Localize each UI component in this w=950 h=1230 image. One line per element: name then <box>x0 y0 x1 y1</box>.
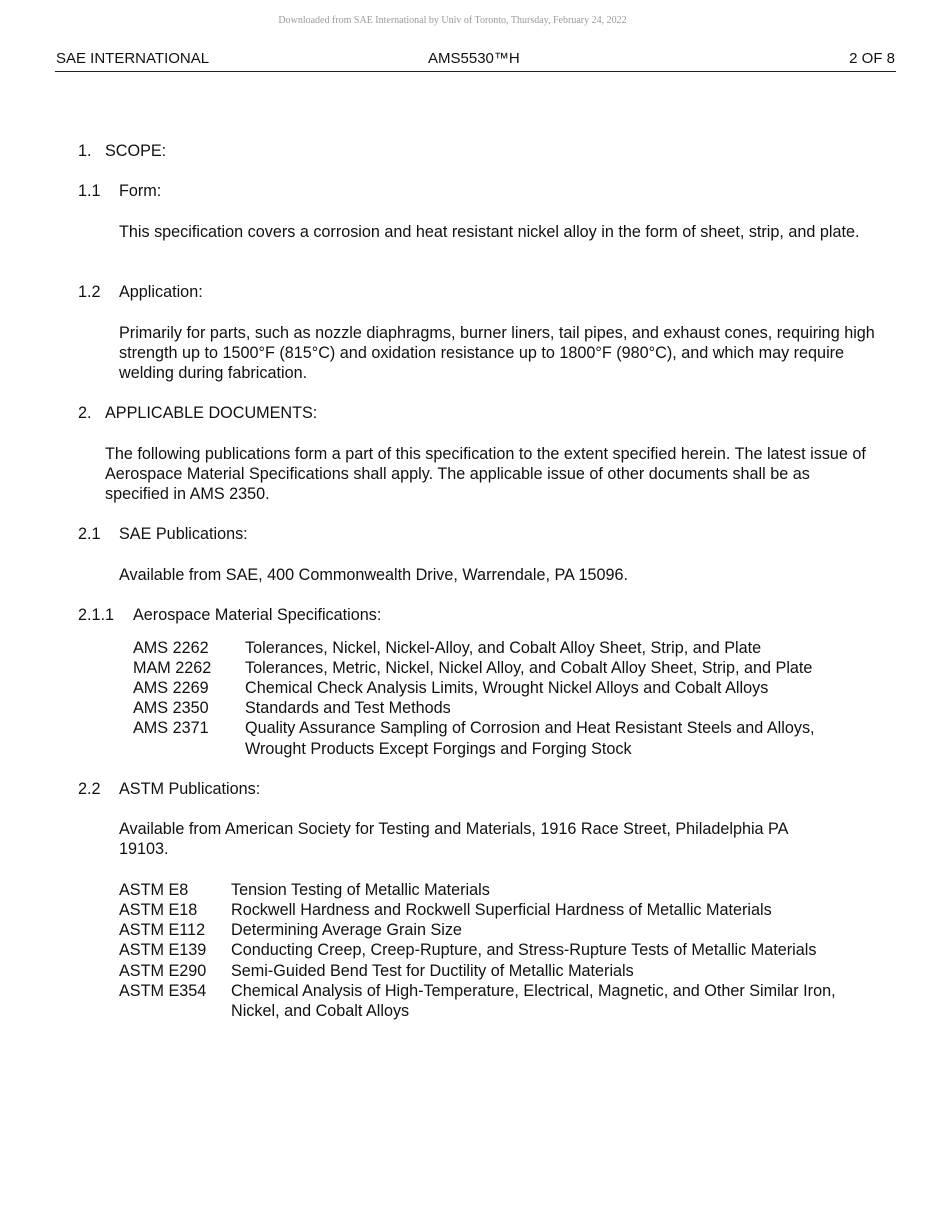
section-number: 1. <box>78 142 92 160</box>
page-header <box>55 49 896 72</box>
reference-title: Quality Assurance Sampling of Corrosion and Heat Resistant Steels and Alloys, <box>245 719 815 737</box>
section-heading: SAE Publications: <box>119 525 248 543</box>
section-number: 2.2 <box>78 780 101 798</box>
section-number: 1.1 <box>78 182 101 200</box>
section-number: 2.1.1 <box>78 606 115 624</box>
reference-title: Tolerances, Metric, Nickel, Nickel Alloy, and Cobalt Alloy Sheet, Strip, and Plate <box>245 659 813 677</box>
reference-code: ASTM E18 <box>119 901 198 919</box>
section-heading: Form: <box>119 182 162 200</box>
reference-title-continuation: Wrought Products Except Forgings and Forging Stock <box>245 740 632 758</box>
reference-code: ASTM E139 <box>119 941 207 959</box>
section-number: 2. <box>78 404 92 422</box>
reference-title: Conducting Creep, Creep-Rupture, and Stress-Rupture Tests of Metallic Materials <box>231 941 817 959</box>
section-heading: ASTM Publications: <box>119 780 261 798</box>
reference-title: Tolerances, Nickel, Nickel-Alloy, and Cobalt Alloy Sheet, Strip, and Plate <box>245 639 762 657</box>
reference-title: Rockwell Hardness and Rockwell Superficial Hardness of Metallic Materials <box>231 901 772 919</box>
reference-code: ASTM E354 <box>119 982 207 1000</box>
reference-code: ASTM E8 <box>119 881 189 899</box>
reference-code: ASTM E290 <box>119 962 207 980</box>
reference-code: ASTM E112 <box>119 921 206 939</box>
header-organization: SAE INTERNATIONAL <box>56 50 210 67</box>
section-number: 1.2 <box>78 283 101 301</box>
header-document-id: AMS5530™H <box>428 50 520 67</box>
reference-code: AMS 2371 <box>133 719 209 737</box>
section-heading: SCOPE: <box>105 142 167 160</box>
section-number: 2.1 <box>78 525 101 543</box>
reference-code: AMS 2262 <box>133 639 209 657</box>
section-heading: Application: <box>119 283 203 301</box>
section-heading: APPLICABLE DOCUMENTS: <box>105 404 318 422</box>
header-page-number: 2 OF 8 <box>849 50 895 67</box>
reference-code: AMS 2269 <box>133 679 209 697</box>
section-paragraph: Available from American Society for Testing and Materials, 1916 Race Street, Philadelphia PA 19103. <box>119 820 788 858</box>
reference-title: Determining Average Grain Size <box>231 921 462 939</box>
download-watermark: Downloaded from SAE International by Univ of Toronto, Thursday, February 24, 2022 <box>278 15 627 26</box>
reference-title-continuation: Nickel, and Cobalt Alloys <box>231 1002 410 1020</box>
reference-code: AMS 2350 <box>133 699 209 717</box>
section-paragraph: Available from SAE, 400 Commonwealth Drive, Warrendale, PA 15096. <box>119 566 628 584</box>
section-paragraph: Primarily for parts, such as nozzle diaphragms, burner liners, tail pipes, and exhaust cones, requiring high strength up to 1500°F (815°C) and oxidation resistance up to 1800°F (980°C), and which may require welding during fabrication. <box>119 324 875 382</box>
section-paragraph: The following publications form a part of this specification to the extent specified herein. The latest issue of Aerospace Material Specifications shall apply. The applicable issue of other documents shall be as specified in AMS 2350. <box>105 445 866 503</box>
section-heading: Aerospace Material Specifications: <box>133 606 382 624</box>
reference-title: Semi-Guided Bend Test for Ductility of Metallic Materials <box>231 962 634 980</box>
reference-title: Chemical Analysis of High-Temperature, Electrical, Magnetic, and Other Similar Iron, <box>231 982 836 1000</box>
reference-code: MAM 2262 <box>133 659 212 677</box>
section-paragraph: This specification covers a corrosion and heat resistant nickel alloy in the form of sheet, strip, and plate. <box>119 223 860 241</box>
reference-title: Tension Testing of Metallic Materials <box>231 881 490 899</box>
reference-title: Chemical Check Analysis Limits, Wrought Nickel Alloys and Cobalt Alloys <box>245 679 769 697</box>
reference-title: Standards and Test Methods <box>245 699 451 717</box>
